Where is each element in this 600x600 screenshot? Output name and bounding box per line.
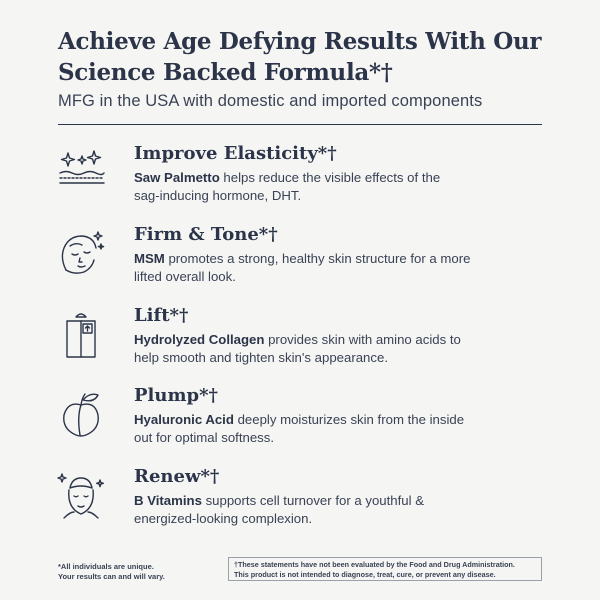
ingredient-name: Saw Palmetto	[134, 170, 220, 185]
description-line-2: energized-looking complexion.	[134, 511, 313, 526]
ingredient-name: MSM	[134, 251, 165, 266]
sparkle-skin-layers-icon	[56, 147, 106, 197]
elevator-icon	[56, 309, 106, 359]
benefit-firm-tone	[0, 224, 600, 294]
fda-disclaimer-box	[228, 557, 542, 581]
subheadline: MFG in the USA with domestic and imported components	[58, 92, 483, 110]
face-sparkle-icon	[56, 228, 106, 278]
headline-line-1: Achieve Age Defying Results With Our	[58, 28, 542, 55]
disclaimer-line-2: Your results can and will vary.	[58, 571, 165, 581]
description-line-2: help smooth and tighten skin's appearance.	[134, 350, 388, 365]
benefit-title: Lift*†	[134, 305, 189, 326]
benefit-lift	[0, 305, 600, 375]
face-mask-towel-icon	[56, 470, 106, 520]
benefit-plump	[0, 385, 600, 455]
benefit-description	[134, 250, 514, 286]
description-line-1: helps reduce the visible effects of the	[219, 170, 441, 185]
benefit-description	[134, 492, 514, 528]
description-line-1: provides skin with amino acids to	[264, 332, 461, 347]
headline	[58, 26, 578, 88]
individual-results-disclaimer	[58, 562, 165, 581]
benefit-improve-elasticity	[0, 143, 600, 213]
benefit-renew	[0, 466, 600, 536]
description-line-2: lifted overall look.	[134, 269, 236, 284]
fda-line-2: This product is not intended to diagnose, treat, cure, or prevent any disease.	[234, 569, 496, 579]
benefit-title: Renew*†	[134, 466, 220, 487]
description-line-2: out for optimal softness.	[134, 430, 275, 445]
benefit-description	[134, 169, 514, 205]
ingredient-name: Hydrolyzed Collagen	[134, 332, 265, 347]
benefit-description	[134, 411, 514, 447]
ingredient-name: Hyaluronic Acid	[134, 412, 234, 427]
benefit-title: Firm & Tone*†	[134, 224, 278, 245]
ingredient-name: B Vitamins	[134, 493, 202, 508]
peach-icon	[56, 389, 106, 439]
benefit-title: Plump*†	[134, 385, 218, 406]
benefit-title: Improve Elasticity*†	[134, 143, 337, 164]
headline-line-2: Science Backed Formula*†	[58, 59, 393, 86]
divider	[58, 124, 542, 125]
description-line-1: deeply moisturizes skin from the inside	[233, 412, 465, 427]
fda-line-1: †These statements have not been evaluated by the Food and Drug Administration.	[234, 560, 515, 569]
description-line-2: sag-inducing hormone, DHT.	[134, 188, 302, 203]
description-line-1: supports cell turnover for a youthful &	[201, 493, 425, 508]
disclaimer-line-1: *All individuals are unique.	[58, 562, 154, 571]
description-line-1: promotes a strong, healthy skin structure for a more	[164, 251, 471, 266]
benefit-description	[134, 331, 514, 367]
